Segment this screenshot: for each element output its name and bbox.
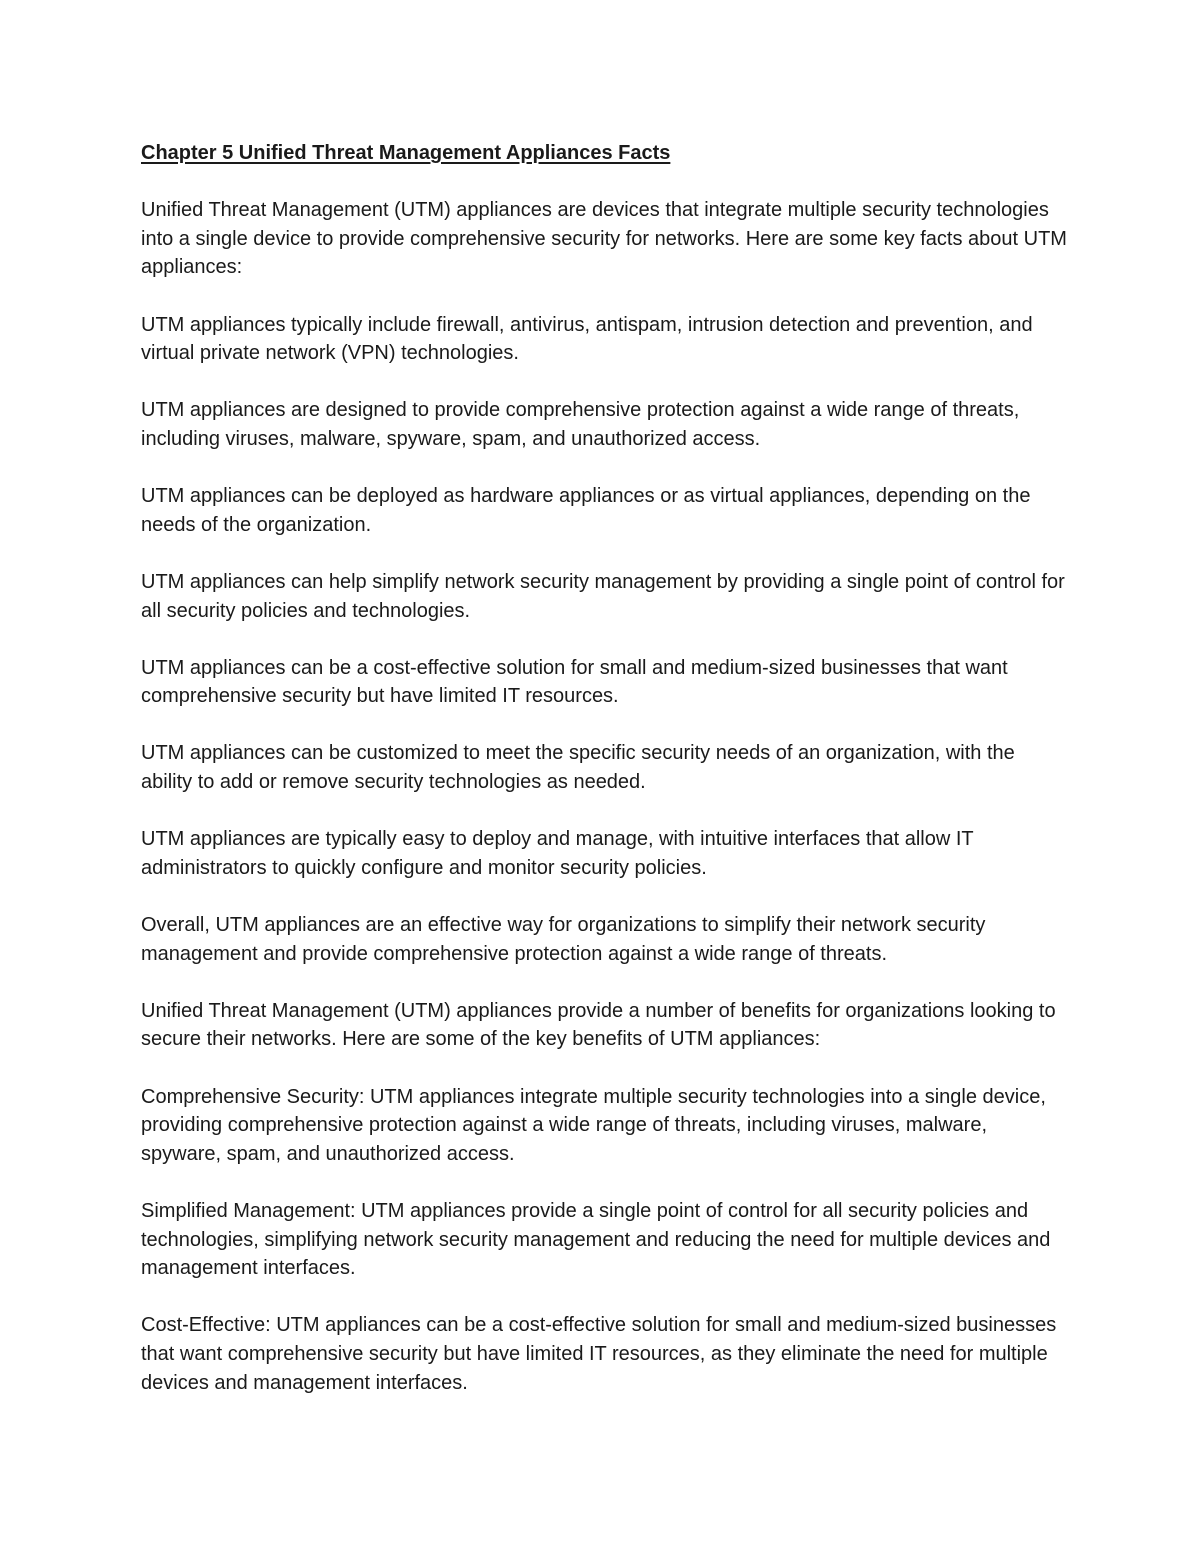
document-body: [141, 139, 1071, 1426]
paragraph-technologies: UTM appliances typically include firewall, antivirus, antispam, intrusion detection and prevention, and virtual private network (VPN) technologies.: [141, 313, 1033, 365]
paragraph-benefit-simplified-management: Simplified Management: UTM appliances provide a single point of control for all security policies and technologies, simplifying network security management and reducing the need for multiple devices and management interfaces.: [141, 1199, 1051, 1280]
paragraph-intro: Unified Threat Management (UTM) appliances are devices that integrate multiple security technologies into a single device to provide comprehensive security for networks. Here are some key facts about UTM appliances:: [141, 199, 1067, 279]
paragraph-overall: Overall, UTM appliances are an effective way for organizations to simplify their network security management and provide comprehensive protection against a wide range of threats.: [141, 914, 986, 965]
paragraph-management: UTM appliances can help simplify network security management by providing a single point of control for all security policies and technologies.: [141, 570, 1065, 622]
paragraph-benefit-comprehensive-security: Comprehensive Security: UTM appliances integrate multiple security technologies into a single device, providing comprehensive protection against a wide range of threats, including viruses, malware, spyware, spam, and unauthorized access.: [141, 1085, 1046, 1165]
paragraph-benefits-intro: Unified Threat Management (UTM) appliances provide a number of benefits for organizations looking to secure their networks. Here are some of the key benefits of UTM appliances:: [141, 999, 1056, 1051]
paragraph-benefit-cost-effective: Cost-Effective: UTM appliances can be a cost-effective solution for small and medium-sized businesses that want comprehensive security but have limited IT resources, as they eliminate the need for multiple devices and management interfaces.: [141, 1314, 1057, 1394]
paragraph-cost: UTM appliances can be a cost-effective solution for small and medium-sized businesses that want comprehensive security but have limited IT resources.: [141, 656, 1008, 708]
paragraph-deployment: UTM appliances can be deployed as hardware appliances or as virtual appliances, depending on the needs of the organization.: [141, 485, 1031, 536]
paragraph-protection: UTM appliances are designed to provide comprehensive protection against a wide range of threats, including viruses, malware, spyware, spam, and unauthorized access.: [141, 399, 1020, 450]
paragraph-ease-of-use: UTM appliances are typically easy to deploy and manage, with intuitive interfaces that allow IT administrators to quickly configure and monitor security policies.: [141, 828, 974, 879]
paragraph-customization: UTM appliances can be customized to meet the specific security needs of an organization, with the ability to add or remove security technologies as needed.: [141, 742, 1015, 794]
document-title: Chapter 5 Unified Threat Management Appliances Facts: [141, 142, 671, 164]
